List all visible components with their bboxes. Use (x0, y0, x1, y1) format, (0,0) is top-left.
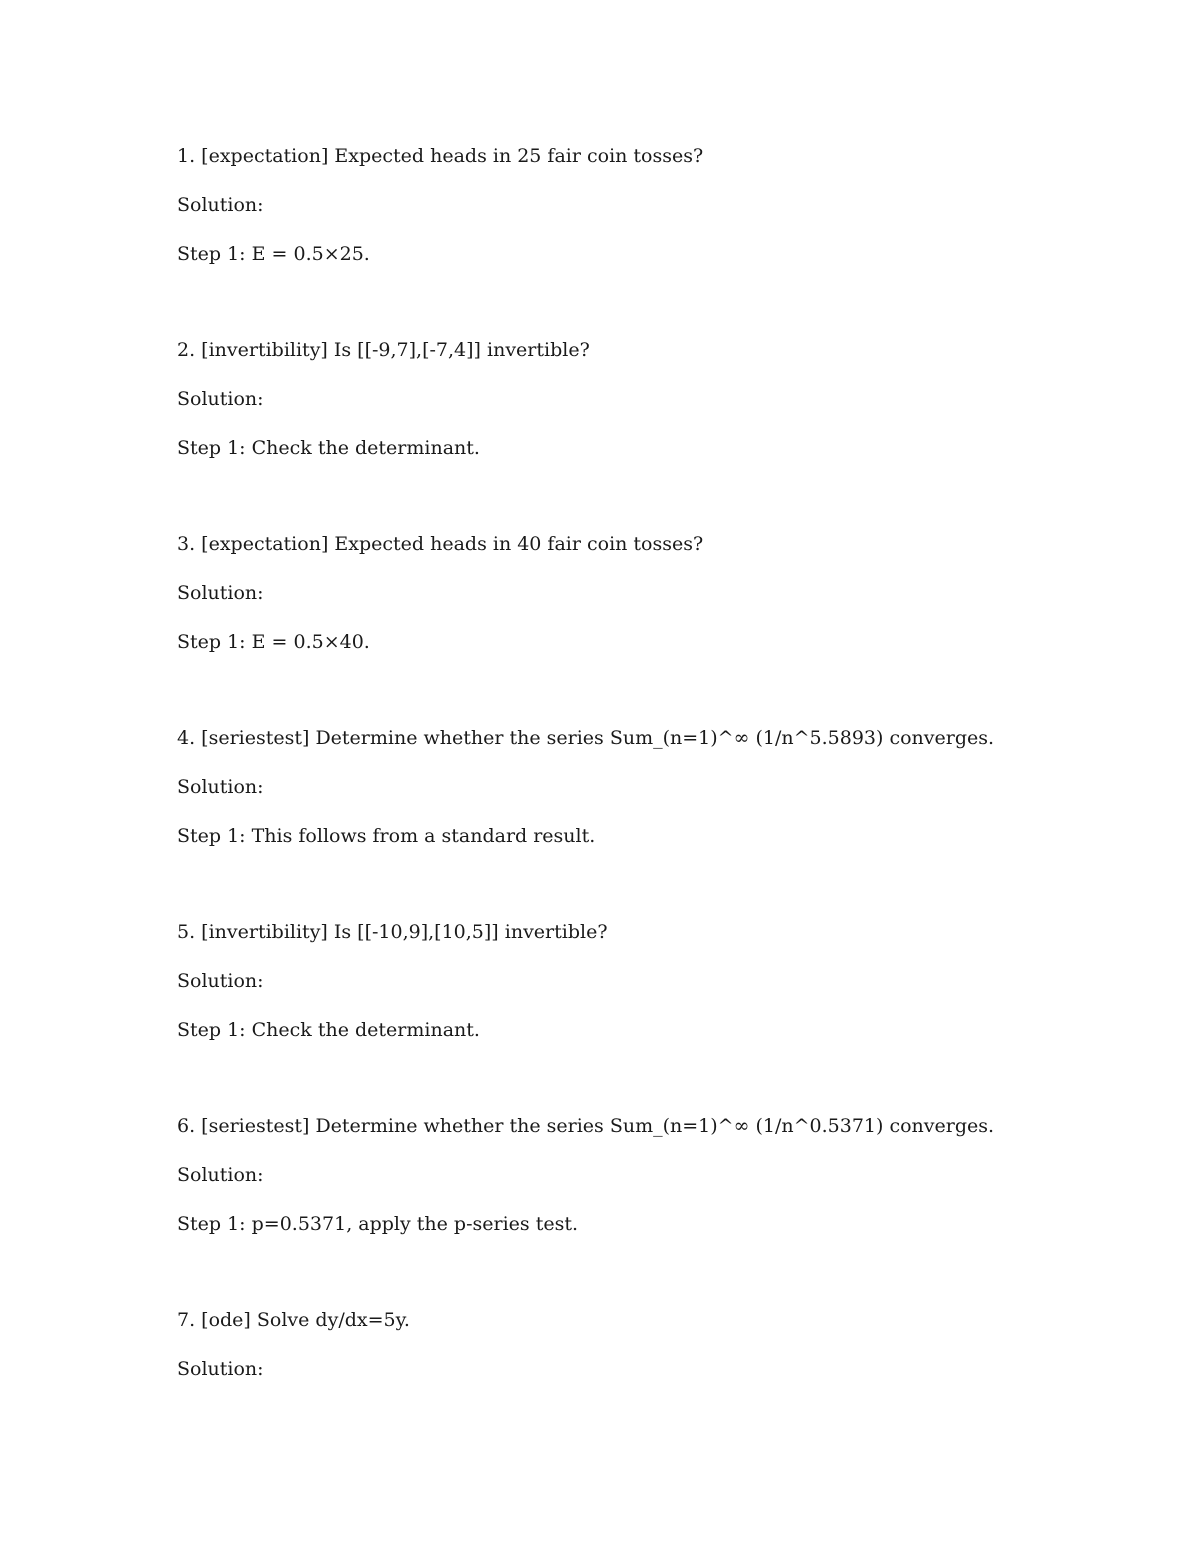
problem-question: 5. [invertibility] Is [[-10,9],[10,5]] invertible? (177, 921, 608, 943)
problem-question: 3. [expectation] Expected heads in 40 fair coin tosses? (177, 533, 704, 555)
solution-label: Solution: (177, 1358, 264, 1380)
solution-step: Step 1: Check the determinant. (177, 437, 480, 459)
problem-question: 1. [expectation] Expected heads in 25 fair coin tosses? (177, 145, 704, 167)
solution-label: Solution: (177, 582, 264, 604)
solution-label: Solution: (177, 388, 264, 410)
problem-3 (177, 529, 1077, 723)
solution-step: Step 1: Check the determinant. (177, 1019, 480, 1041)
solution-step: Step 1: E = 0.5×25. (177, 243, 370, 265)
problem-question: 7. [ode] Solve dy/dx=5y. (177, 1309, 410, 1331)
solution-step: Step 1: p=0.5371, apply the p-series test. (177, 1213, 579, 1235)
solution-step: Step 1: E = 0.5×40. (177, 631, 370, 653)
problem-4 (177, 723, 1077, 917)
solution-label: Solution: (177, 776, 264, 798)
problem-list (177, 141, 1077, 1499)
problem-1 (177, 141, 1077, 335)
problem-5 (177, 917, 1077, 1111)
problem-7 (177, 1305, 1077, 1499)
solution-step: Step 1: This follows from a standard result. (177, 825, 596, 847)
solution-label: Solution: (177, 970, 264, 992)
problem-2 (177, 335, 1077, 529)
solution-label: Solution: (177, 194, 264, 216)
problem-question: 4. [seriestest] Determine whether the series Sum_(n=1)^∞ (1/n^5.5893) converges. (177, 727, 995, 749)
solution-label: Solution: (177, 1164, 264, 1186)
problem-6 (177, 1111, 1077, 1305)
problem-question: 2. [invertibility] Is [[-9,7],[-7,4]] invertible? (177, 339, 590, 361)
problem-question: 6. [seriestest] Determine whether the series Sum_(n=1)^∞ (1/n^0.5371) converges. (177, 1115, 995, 1137)
